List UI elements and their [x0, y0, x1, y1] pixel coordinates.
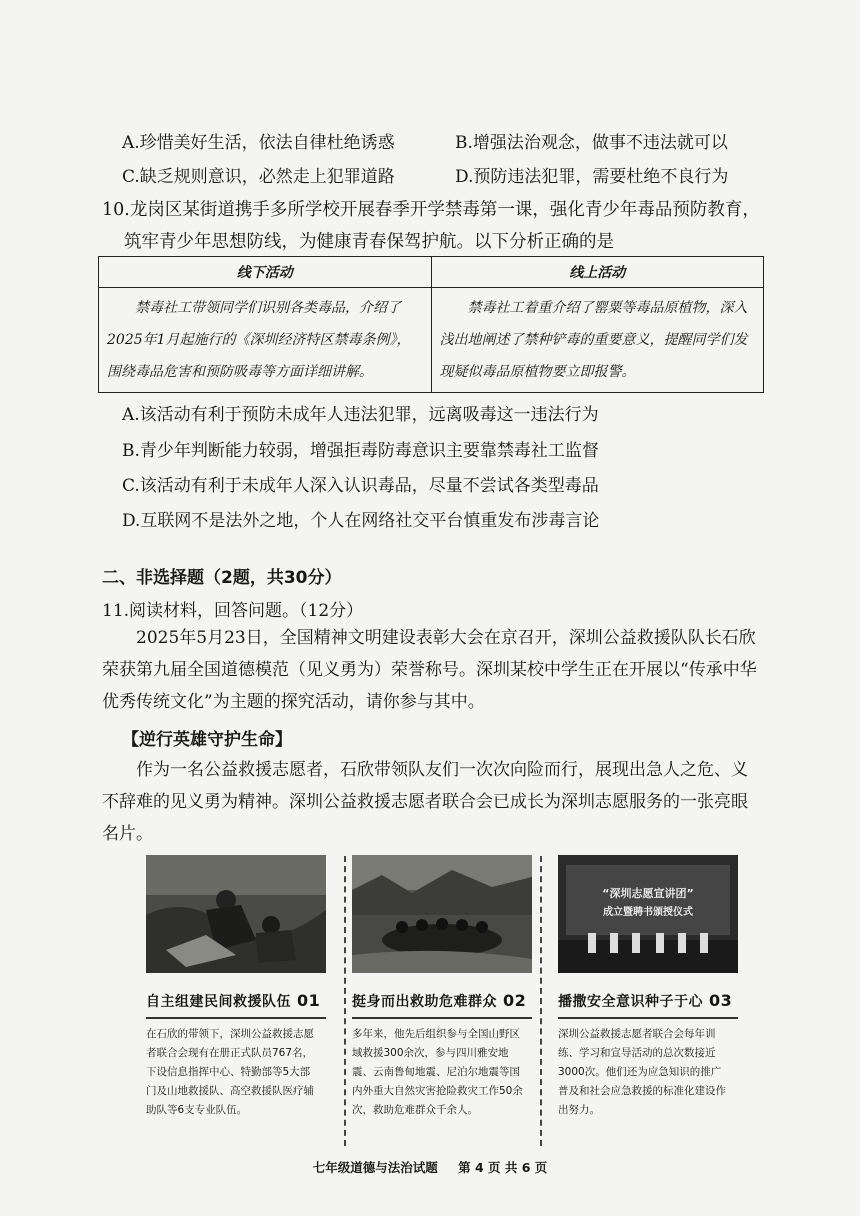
- table-header-offline: 线下活动: [99, 257, 432, 288]
- ceremony-banner-line1: “深圳志愿宣讲团”: [602, 887, 694, 900]
- q10-option-d: D.互联网不是法外之地，个人在网络社交平台慎重发布涉毒言论: [122, 511, 600, 531]
- card-1-title: 自主组建民间救援队伍: [146, 994, 291, 1010]
- table-header-online: 线上活动: [431, 257, 764, 288]
- q10-option-c: C.该活动有利于未成年人深入认识毒品，尽量不尝试各类型毒品: [122, 476, 599, 496]
- q10-option-b: B.青少年判断能力较弱，增强拒毒防毒意识主要靠禁毒社工监督: [122, 441, 599, 461]
- q9-option-a: A.珍惜美好生活，依法自律杜绝诱惑: [122, 133, 395, 153]
- table-cell-offline: 禁毒社工带领同学们识别各类毒品，介绍了2025年1月起施行的《深圳经济特区禁毒条例》，围绕毒品危害和预防吸毒等方面详细讲解。: [99, 288, 432, 393]
- rescue-photo-1: [146, 855, 326, 973]
- card-1: [146, 855, 338, 1120]
- q10-option-a: A.该活动有利于预防未成年人违法犯罪，远离吸毒这一违法行为: [122, 405, 599, 425]
- footer-subject: 七年级道德与法治试题: [312, 1160, 438, 1175]
- card-2-title-row: [352, 991, 544, 1011]
- card-divider: [344, 856, 346, 1146]
- q10-stem-line1: 10.龙岗区某街道携手多所学校开展春季开学禁毒第一课，强化青少年毒品预防教育，: [102, 200, 760, 220]
- rescue-photo-2-graphic: [352, 855, 532, 973]
- card-1-body: 在石欣的带领下，深圳公益救援志愿者联合会现有在册正式队员767名，下设信息指挥中心、特勤部等5大部门及山地救援队、高空救援队医疗辅助队等6支专业队伍。: [146, 1028, 314, 1116]
- card-2-rule: [352, 1017, 532, 1019]
- card-3: [558, 855, 750, 1120]
- card-2-body: 多年来，他先后组织参与全国山野区域救援300余次，参与四川雅安地震、云南鲁甸地震、尼泊尔地震等国内外重大自然灾害抢险救灾工作50余次，救助危难群众千余人。: [352, 1028, 523, 1116]
- q11-paragraph: 作为一名公益救援志愿者，石欣带领队友们一次次向险而行，展现出急人之危、义不辞难的见义勇为精神。深圳公益救援志愿者联合会已成长为深圳志愿服务的一张亮眼名片。: [102, 760, 748, 844]
- q9-option-b: B.增强法治观念，做事不违法就可以: [455, 133, 728, 153]
- q11-title: 11.阅读材料，回答问题。（12分）: [102, 601, 364, 621]
- card-1-title-row: [146, 991, 338, 1011]
- section2-title: 二、非选择题（2题，共30分）: [102, 568, 342, 588]
- card-2-number: 02: [503, 991, 527, 1010]
- card-3-body: 深圳公益救援志愿者联合会每年训练、学习和宣导活动的总次数接近3000次。他们还为应急知识的推广普及和社会应急救援的标准化建设作出努力。: [558, 1028, 726, 1116]
- card-2: [352, 855, 544, 1120]
- q9-option-c: C.缺乏规则意识，必然走上犯罪道路: [122, 167, 395, 187]
- card-1-number: 01: [297, 991, 321, 1010]
- card-1-rule: [146, 1017, 326, 1019]
- card-3-rule: [558, 1017, 738, 1019]
- footer-page-number: 第 4 页 共 6 页: [458, 1160, 548, 1175]
- card-3-number: 03: [709, 991, 733, 1010]
- card-2-title: 挺身而出救助危难群众: [352, 994, 497, 1010]
- activity-table: [98, 256, 764, 393]
- rescue-photo-1-graphic: [146, 855, 326, 973]
- page-footer: [0, 1158, 860, 1176]
- q11-intro: 2025年5月23日，全国精神文明建设表彰大会在京召开，深圳公益救援队队长石欣荣获第九届全国道德模范（见义勇为）荣誉称号。深圳某校中学生正在开展以“传承中华优秀传统文化”为主题的探究活动，请你参与其中。: [102, 628, 757, 712]
- subheading-hero: 【逆行英雄守护生命】: [122, 730, 292, 750]
- card-3-title-row: [558, 991, 750, 1011]
- q10-stem-line2: 筑牢青少年思想防线，为健康青春保驾护航。以下分析正确的是: [124, 232, 614, 252]
- ceremony-photo: [558, 855, 738, 973]
- rescue-photo-2: [352, 855, 532, 973]
- q9-option-d: D.预防违法犯罪，需要杜绝不良行为: [455, 167, 729, 187]
- ceremony-banner-line2: 成立暨聘书颁授仪式: [603, 907, 693, 918]
- card-3-title: 播撒安全意识种子于心: [558, 994, 703, 1010]
- table-cell-online: 禁毒社工着重介绍了罂粟等毒品原植物，深入浅出地阐述了禁种铲毒的重要意义，提醒同学们发现疑似毒品原植物要立即报警。: [431, 288, 764, 393]
